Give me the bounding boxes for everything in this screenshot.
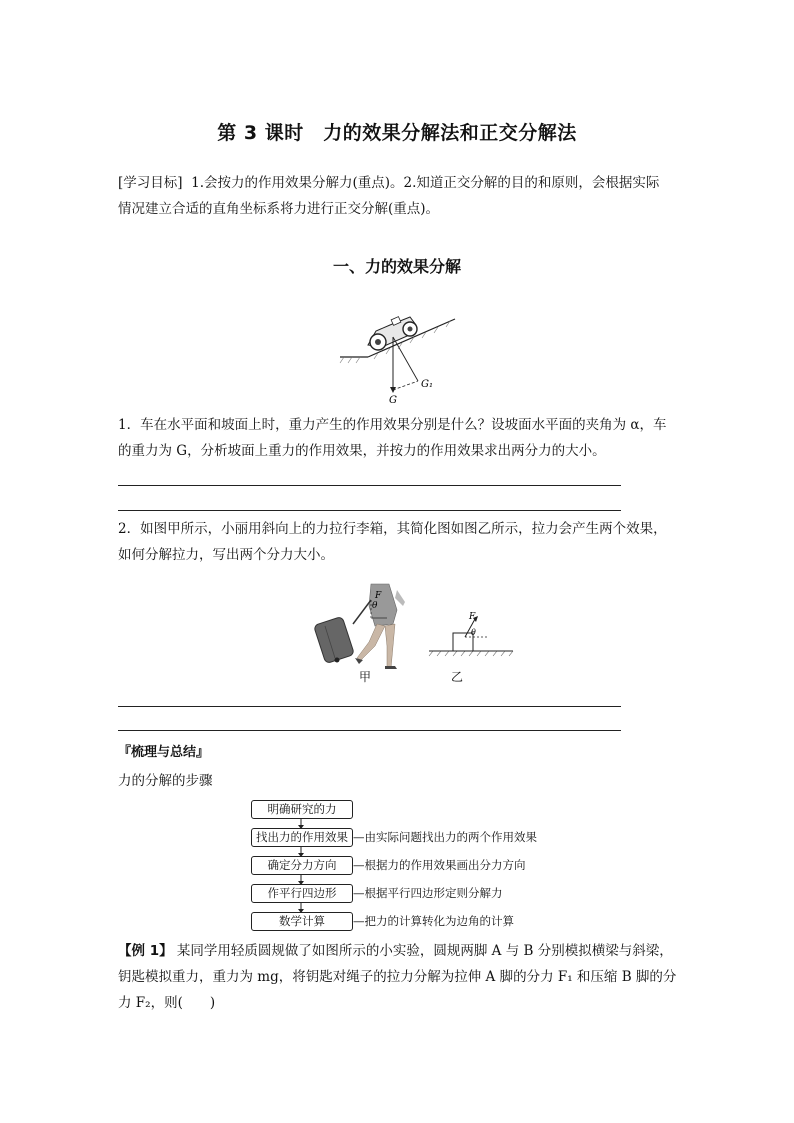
page-title: 第 3 课时 力的效果分解法和正交分解法 [217,122,577,144]
g1-label: G₁ [421,379,433,390]
q2-line1: 2．如图甲所示，小丽用斜向上的力拉行李箱，其简化图如图乙所示，拉力会产生两个效果， [118,521,667,537]
theta-label: θ [471,628,476,637]
flow-arrows [296,818,306,914]
flow-step-5: 数学计算 [251,912,353,931]
section-heading-1: 一、力的效果分解 [332,257,461,276]
theta-label: θ [372,601,378,611]
summary-heading: 『梳理与总结』 [118,745,210,760]
objectives-line2: 情况建立合适的直角坐标系将力进行正交分解(重点)。 [118,201,440,217]
example-1 [118,938,688,1016]
objectives-tag: [学习目标] [118,175,183,191]
question-1 [118,412,688,464]
flow-step-2: 找出力的作用效果 [251,828,353,847]
caption-jia: 甲 [359,670,372,684]
example-tag: 【例 1】 [118,943,173,959]
learning-objectives [118,170,688,222]
example-line3: 力 F₂，则( ) [118,995,216,1011]
question-2 [118,516,688,568]
example-line1: 某同学用轻质圆规做了如图所示的小实验，圆规两脚 A 与 B 分别模拟横梁与斜梁， [176,943,673,959]
caption-yi: 乙 [451,670,464,684]
f-label: F [375,591,382,601]
answer-line [118,510,621,511]
car-on-slope-figure [330,305,470,405]
objectives-line1: 1.会按力的作用效果分解力(重点)。2.知道正交分解的目的和原则，会根据实际 [191,175,660,191]
flow-note-5: —把力的计算转化为边角的计算 [353,914,514,928]
flow-step-3: 确定分力方向 [251,856,353,875]
block-figure-yi [425,605,515,660]
answer-line [118,730,621,731]
flow-step-1: 明确研究的力 [251,800,353,819]
flow-note-4: —根据平行四边形定则分解力 [353,886,503,900]
g-label: G [389,395,397,405]
flow-note-3: —根据力的作用效果画出分力方向 [353,858,526,872]
suitcase-icon [314,616,355,663]
q1-line2: 的重力为 G，分析坡面上重力的作用效果，并按力的作用效果求出两分力的大小。 [118,443,606,459]
answer-line [118,706,621,707]
flow-step-4: 作平行四边形 [251,884,353,903]
f-label: F [469,612,476,622]
q1-line1: 1．车在水平面和坡面上时，重力产生的作用效果分别是什么？设坡面水平面的夹角为 α，车 [118,417,667,433]
flow-note-2: —由实际问题找出力的两个作用效果 [353,830,537,844]
steps-title: 力的分解的步骤 [118,773,213,789]
suitcase-figure-jia [305,580,425,670]
q2-line2: 如何分解拉力，写出两个分力大小。 [118,547,334,563]
answer-line [118,485,621,486]
example-line2: 钥匙模拟重力，重力为 mg，将钥匙对绳子的拉力分解为拉伸 A 脚的分力 F₁ 和压缩 B 脚的分 [118,969,677,985]
